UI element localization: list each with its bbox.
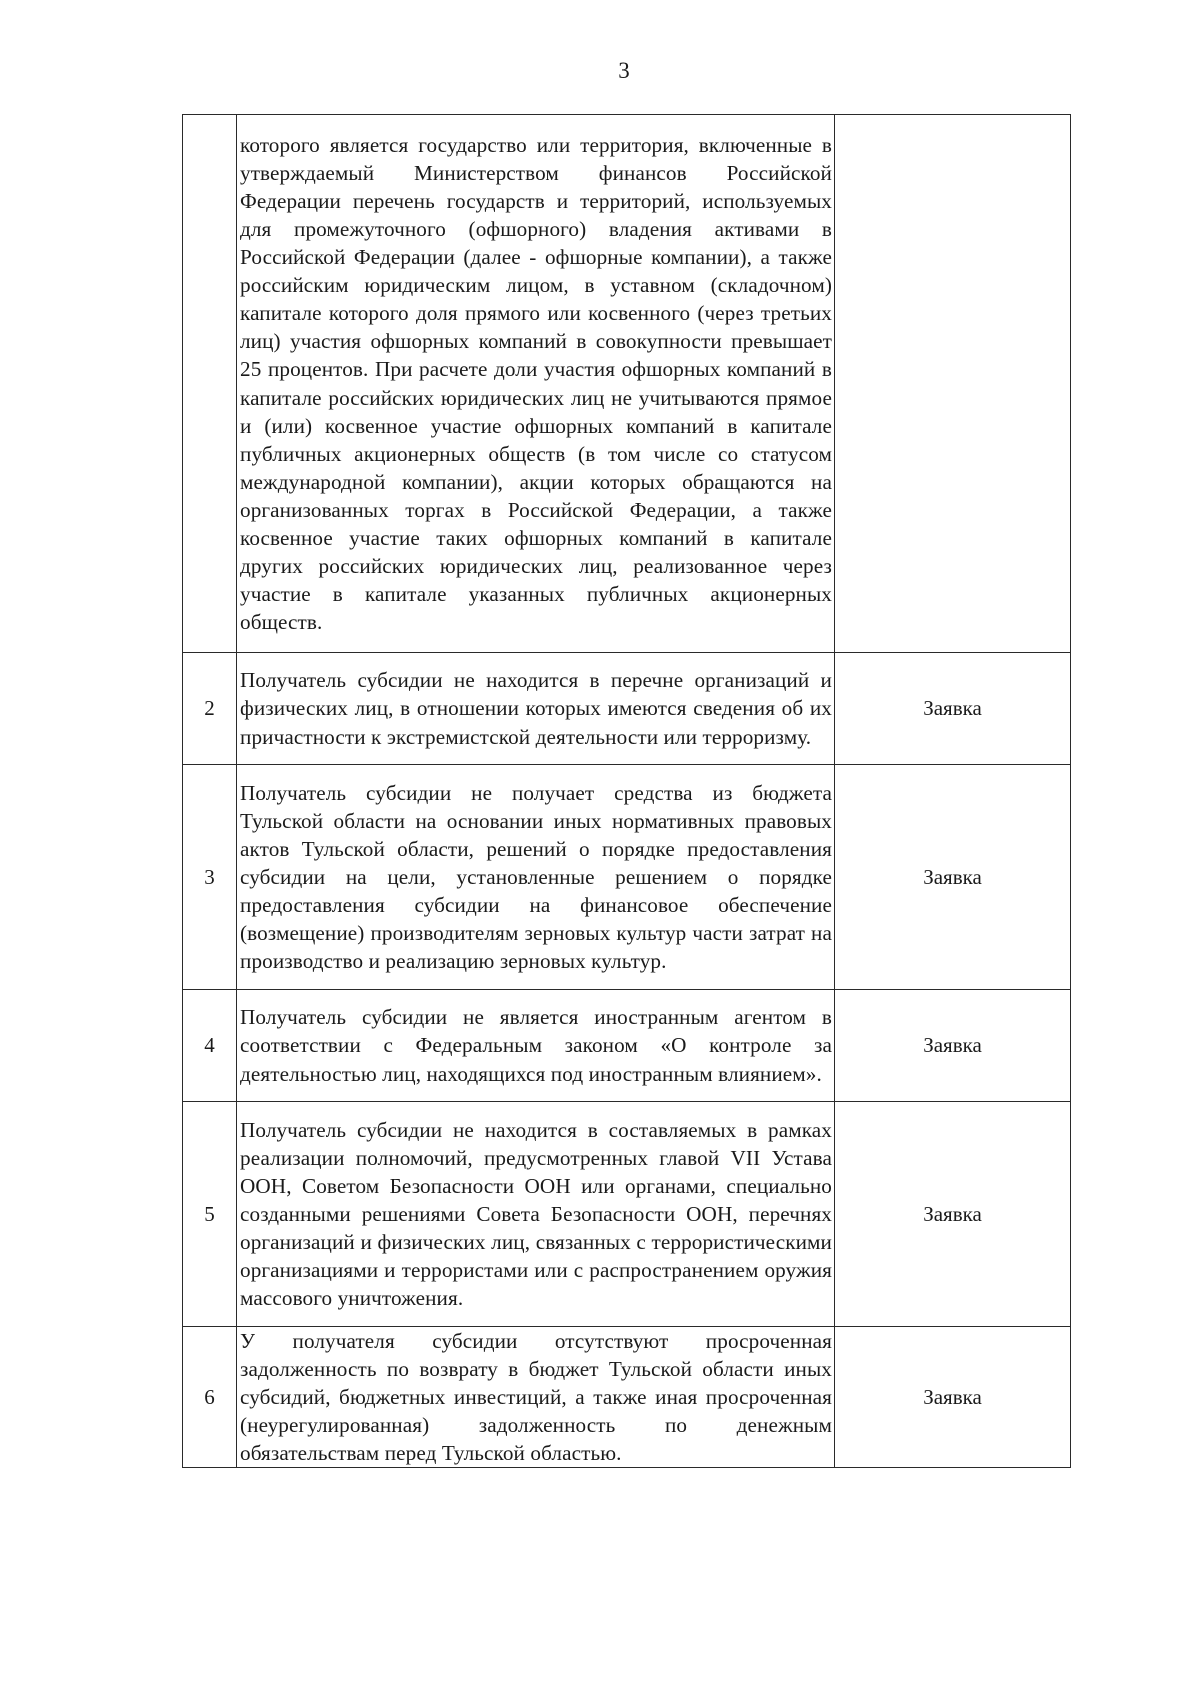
requirement-text: Получатель субсидии не получает средства из бюджета Тульской области на основании иных нормативных правовых актов Тульской области, решений о порядке предоставления субсидии на цели, установленные решением о порядке предоставления субсидии на финансовое обеспечение (возмещение) производителям зерновых культур части затрат на производство и реализацию зерновых культур.	[237, 765, 835, 990]
requirement-text: Получатель субсидии не является иностранным агентом в соответствии с Федеральным законом «О контроле за деятельностью лиц, находящихся под иностранным влиянием».	[237, 990, 835, 1102]
row-number: 3	[183, 765, 237, 990]
requirements-table	[182, 114, 1071, 1468]
confirming-document: Заявка	[835, 990, 1071, 1102]
table-row	[183, 653, 1071, 765]
table-row	[183, 990, 1071, 1102]
confirming-document: Заявка	[835, 653, 1071, 765]
row-number: 6	[183, 1327, 237, 1468]
confirming-document: Заявка	[835, 765, 1071, 990]
page-number: 3	[618, 58, 630, 83]
table-row	[183, 765, 1071, 990]
table-row	[183, 115, 1071, 653]
confirming-document: Заявка	[835, 1102, 1071, 1327]
row-number: 5	[183, 1102, 237, 1327]
table-row	[183, 1327, 1071, 1468]
row-number: 4	[183, 990, 237, 1102]
requirement-text: которого является государство или территория, включенные в утверждаемый Министерством финансов Российской Федерации перечень государств и территорий, используемых для промежуточного (офшорного) владения активами в Российской Федерации (далее - офшорные компании), а также российским юридическим лицом, в уставном (складочном) капитале которого доля прямого или косвенного (через третьих лиц) участия офшорных компаний в совокупности превышает 25 процентов. При расчете доли участия офшорных компаний в капитале российских юридических лиц не учитываются прямое и (или) косвенное участие офшорных компаний в капитале публичных акционерных обществ (в том числе со статусом международной компании), акции которых обращаются на организованных торгах в Российской Федерации, а также косвенное участие таких офшорных компаний в капитале других российских юридических лиц, реализованное через участие в капитале указанных публичных акционерных обществ.	[237, 115, 835, 653]
requirement-text: Получатель субсидии не находится в составляемых в рамках реализации полномочий, предусмотренных главой VII Устава ООН, Советом Безопасности ООН или органами, специально созданными решениями Совета Безопасности ООН, перечнях организаций и физических лиц, связанных с террористическими организациями и террористами или с распространением оружия массового уничтожения.	[237, 1102, 835, 1327]
row-number: 2	[183, 653, 237, 765]
confirming-document: Заявка	[835, 1327, 1071, 1468]
row-number	[183, 115, 237, 653]
table-row	[183, 1102, 1071, 1327]
requirement-text: У получателя субсидии отсутствуют просроченная задолженность по возврату в бюджет Тульской области иных субсидий, бюджетных инвестиций, а также иная просроченная (неурегулированная) задолженность по денежным обязательствам перед Тульской областью.	[237, 1327, 835, 1468]
confirming-document	[835, 115, 1071, 653]
requirement-text: Получатель субсидии не находится в перечне организаций и физических лиц, в отношении которых имеются сведения об их причастности к экстремистской деятельности или терроризму.	[237, 653, 835, 765]
